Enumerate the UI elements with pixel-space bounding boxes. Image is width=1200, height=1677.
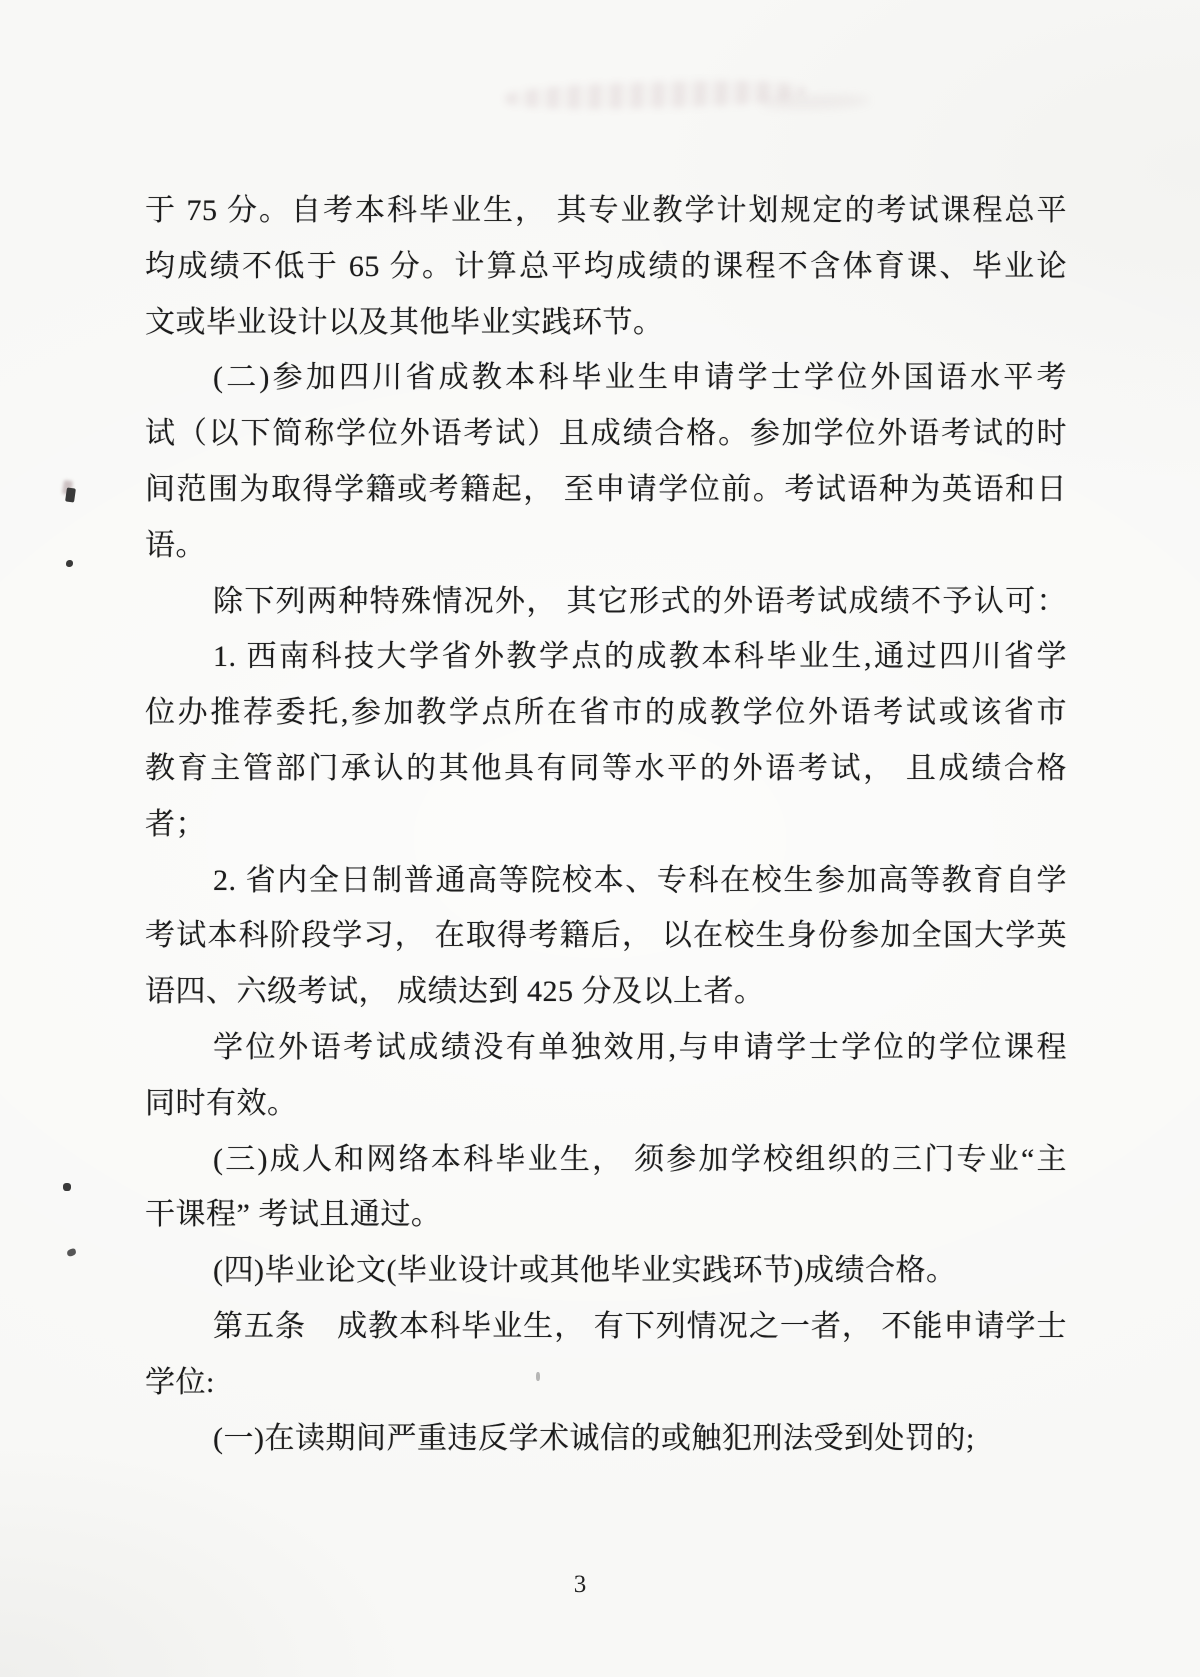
text-line: 学位外语考试成绩没有单独效用,与申请学士学位的学位课程 (213, 1030, 1067, 1064)
text-line: 语。 (145, 528, 206, 562)
text-line: 教育主管部门承认的其他具有同等水平的外语考试， 且成绩合格 (145, 751, 1067, 785)
text-line: 位办推荐委托,参加教学点所在省市的成教学位外语考试或该省市 (145, 696, 1067, 730)
text-line: 同时有效。 (145, 1086, 298, 1120)
text-line: 干课程” 考试且通过。 (145, 1198, 442, 1232)
text-line: (三)成人和网络本科毕业生， 须参加学校组织的三门专业“主 (213, 1142, 1067, 1176)
text-line: 均成绩不低于 65 分。计算总平均成绩的课程不含体育课、毕业论 (145, 249, 1067, 283)
text-line: 者； (145, 807, 206, 841)
text-line: 2. 省内全日制普通高等院校本、专科在校生参加高等教育自学 (213, 863, 1067, 897)
scan-speck (66, 560, 73, 567)
scan-speck (63, 1183, 71, 1191)
text-line: 1. 西南科技大学省外教学点的成教本科毕业生,通过四川省学 (213, 640, 1067, 674)
scan-speck (65, 487, 76, 502)
text-line: 于 75 分。自考本科毕业生， 其专业教学计划规定的考试课程总平 (145, 194, 1067, 227)
text-line: 语四、六级考试， 成绩达到 425 分及以上者。 (145, 975, 765, 1009)
text-line: 学位: (145, 1365, 215, 1399)
text-line: (二)参加四川省成教本科毕业生申请学士学位外国语水平考 (213, 361, 1067, 395)
page-number: 3 (573, 1571, 587, 1598)
text-line: 试（以下简称学位外语考试）且成绩合格。参加学位外语考试的时 (145, 417, 1067, 451)
ink-bleed-smudge (505, 78, 806, 112)
text-line: 文或毕业设计以及其他毕业实践环节。 (145, 305, 664, 339)
text-line: 考试本科阶段学习， 在取得考籍后， 以在校生身份参加全国大学英 (145, 919, 1067, 953)
text-line: 间范围为取得学籍或考籍起， 至申请学位前。考试语种为英语和日 (145, 472, 1067, 506)
text-line: (一)在读期间严重违反学术诚信的或触犯刑法受到处罚的; (213, 1421, 975, 1455)
text-line: (四)毕业论文(毕业设计或其他毕业实践环节)成绩合格。 (213, 1254, 957, 1288)
text-block (145, 183, 1067, 1466)
text-line: 除下列两种特殊情况外， 其它形式的外语考试成绩不予认可： (213, 584, 1067, 618)
text-line: 第五条 成教本科毕业生， 有下列情况之一者， 不能申请学士 (213, 1309, 1067, 1343)
scan-speck (66, 1248, 77, 1257)
